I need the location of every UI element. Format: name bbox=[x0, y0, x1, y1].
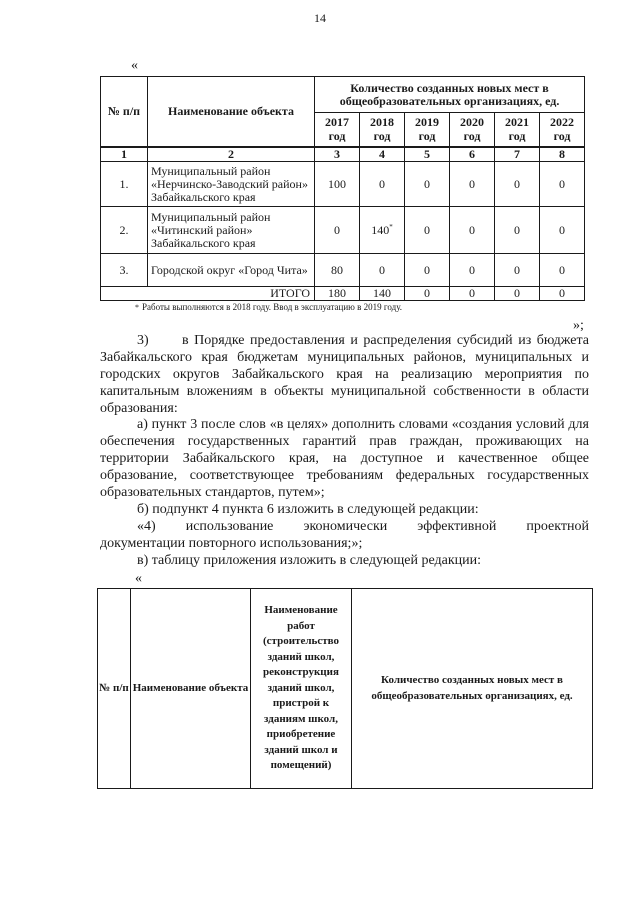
opening-quote: « bbox=[131, 58, 138, 73]
header-works-name: Наименование работ (строительство зданий школ, реконструкция зданий школ, пристрой к зданиям школ, приобретение зданий школ и помещений) bbox=[251, 589, 352, 789]
item-3 bbox=[100, 332, 589, 417]
footnote-mark: * bbox=[389, 222, 393, 231]
cell-value: 0 bbox=[540, 207, 585, 254]
total-value: 0 bbox=[450, 287, 495, 301]
column-number: 1 bbox=[101, 147, 148, 162]
cell-value: 0 bbox=[540, 162, 585, 207]
header-number: № п/п bbox=[98, 589, 131, 789]
cell-value: 140* bbox=[360, 207, 405, 254]
item-a-paragraph: а) пункт 3 после слов «в целях» дополнить словами «создания условий для обеспечения государственных гарантий прав граждан, проживающих на территории Забайкальского края, на доступное и качественное общее образование, соответствующее требованиям федеральных государственных образовательных стандартов, путем»; bbox=[100, 417, 589, 500]
total-value: 0 bbox=[540, 287, 585, 301]
footnote-text: Работы выполняются в 2018 году. Ввод в эксплуатацию в 2019 году. bbox=[142, 302, 403, 312]
opening-quote-2: « bbox=[135, 571, 142, 586]
column-number: 3 bbox=[315, 147, 360, 162]
cell-value: 0 bbox=[360, 254, 405, 287]
total-value: 180 bbox=[315, 287, 360, 301]
item-v-paragraph: в) таблицу приложения изложить в следующей редакции: bbox=[137, 553, 482, 568]
total-value: 0 bbox=[405, 287, 450, 301]
header-places-count: Количество созданных новых мест в общеобразовательных организациях, ед. bbox=[315, 77, 585, 113]
page-number: 14 bbox=[314, 11, 326, 25]
item-b-paragraph: б) подпункт 4 пункта 6 изложить в следующей редакции: bbox=[137, 502, 479, 517]
cell-value: 0 bbox=[450, 254, 495, 287]
column-number: 2 bbox=[148, 147, 315, 162]
header-object-name: Наименование объекта bbox=[148, 77, 315, 147]
year-header: 2017 год bbox=[315, 113, 360, 147]
item-a bbox=[100, 416, 589, 501]
cell-value: 80 bbox=[315, 254, 360, 287]
cell-value: 0 bbox=[450, 162, 495, 207]
application-table-header bbox=[97, 588, 593, 789]
table-row bbox=[101, 254, 585, 287]
item-b-quote-line: «4) использование экономически эффективной проектной bbox=[137, 519, 589, 534]
header-object-name: Наименование объекта bbox=[131, 589, 251, 789]
year-header: 2018 год bbox=[360, 113, 405, 147]
cell-value: 0 bbox=[315, 207, 360, 254]
cell-value: 100 bbox=[315, 162, 360, 207]
table-row bbox=[101, 207, 585, 254]
cell-value: 0 bbox=[540, 254, 585, 287]
column-number: 4 bbox=[360, 147, 405, 162]
item-b bbox=[100, 501, 589, 569]
cell-value: 0 bbox=[405, 162, 450, 207]
cell-value: 0 bbox=[450, 207, 495, 254]
header-places-count: Количество созданных новых мест в общеобразовательных организациях, ед. bbox=[352, 589, 593, 789]
cell-value: 0 bbox=[495, 207, 540, 254]
year-header: 2022 год bbox=[540, 113, 585, 147]
item-b-quote-end: документации повторного использования;»; bbox=[100, 536, 363, 551]
cell-value: 0 bbox=[405, 254, 450, 287]
cell-value: 0 bbox=[405, 207, 450, 254]
column-number: 7 bbox=[495, 147, 540, 162]
closing-quote: »; bbox=[573, 318, 584, 333]
total-value: 0 bbox=[495, 287, 540, 301]
year-header: 2020 год bbox=[450, 113, 495, 147]
cell-value: 0 bbox=[360, 162, 405, 207]
row-number: 3. bbox=[101, 254, 148, 287]
total-row bbox=[101, 287, 585, 301]
object-name: Городской округ «Город Чита» bbox=[148, 254, 315, 287]
cell-value: 0 bbox=[495, 162, 540, 207]
total-label: ИТОГО bbox=[101, 287, 315, 301]
row-number: 1. bbox=[101, 162, 148, 207]
row-number: 2. bbox=[101, 207, 148, 254]
places-by-year-table bbox=[100, 76, 585, 301]
column-number: 5 bbox=[405, 147, 450, 162]
column-number: 8 bbox=[540, 147, 585, 162]
object-name: Муниципальный район «Нерчинско-Заводский район» Забайкальского края bbox=[148, 162, 315, 207]
year-header: 2019 год bbox=[405, 113, 450, 147]
cell-value: 0 bbox=[495, 254, 540, 287]
header-number: № п/п bbox=[101, 77, 148, 147]
table-row bbox=[101, 162, 585, 207]
year-header: 2021 год bbox=[495, 113, 540, 147]
total-value: 140 bbox=[360, 287, 405, 301]
object-name: Муниципальный район «Читинский район» Забайкальского края bbox=[148, 207, 315, 254]
column-number: 6 bbox=[450, 147, 495, 162]
item-3-paragraph: 3) в Порядке предоставления и распределения субсидий из бюджета Забайкальского края бюджетам муниципальных районов, муниципальных и городских округов Забайкальского края на реализацию мероприятия по капитальным вложениям в объекты муниципальной собственности в области образования: bbox=[100, 333, 589, 416]
footnote bbox=[135, 302, 402, 312]
footnote-mark: * bbox=[135, 303, 139, 312]
